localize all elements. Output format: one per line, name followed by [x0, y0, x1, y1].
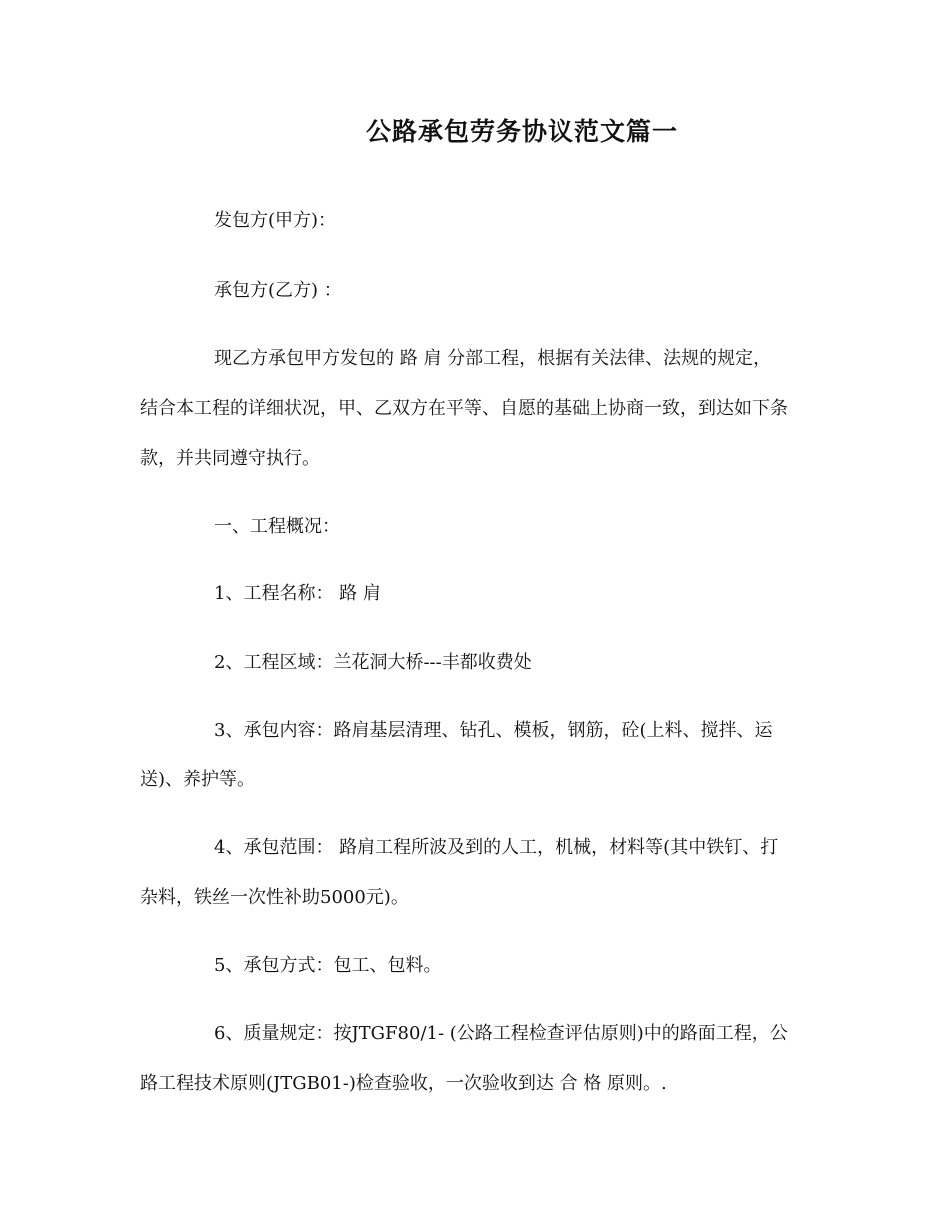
clause-2-project-area: 2、工程区域：兰花洞大桥---丰都收费处 [214, 652, 532, 673]
party-a-line: 发包方(甲方)： [214, 210, 337, 231]
clause-3-scope-line-1: 3、承包内容：路肩基层清理、钻孔、模板，钢筋，砼(上料、搅拌、运 [214, 720, 773, 741]
intro-paragraph-line-2: 结合本工程的详细状况，甲、乙双方在平等、自愿的基础上协商一致，到达如下条 [140, 398, 788, 419]
clause-4-range-line-1: 4、承包范围： 路肩工程所波及到的人工，机械，材料等(其中铁钉、打 [214, 837, 779, 858]
section-heading-project-overview: 一、工程概况： [214, 516, 340, 537]
clause-6-quality-line-2: 路工程技术原则(JTGB01-)检查验收，一次验收到达 合 格 原则。. [140, 1073, 667, 1094]
intro-paragraph-line-3: 款，并共同遵守执行。 [140, 448, 320, 469]
clause-1-project-name: 1、工程名称： 路 肩 [214, 583, 381, 604]
intro-paragraph-line-1: 现乙方承包甲方发包的 路 肩 分部工程，根据有关法律、法规的规定， [214, 348, 772, 369]
clause-5-method: 5、承包方式：包工、包料。 [214, 955, 442, 976]
document-title: 公路承包劳务协议范文篇一 [365, 117, 678, 146]
party-b-line: 承包方(乙方) ： [214, 280, 342, 301]
clause-3-scope-line-2: 送)、养护等。 [140, 769, 256, 790]
clause-6-quality-line-1: 6、质量规定：按JTGF80/1- (公路工程检查评估原则)中的路面工程，公 [214, 1023, 788, 1044]
clause-4-range-line-2: 杂料，铁丝一次性补助5000元)。 [140, 887, 409, 908]
